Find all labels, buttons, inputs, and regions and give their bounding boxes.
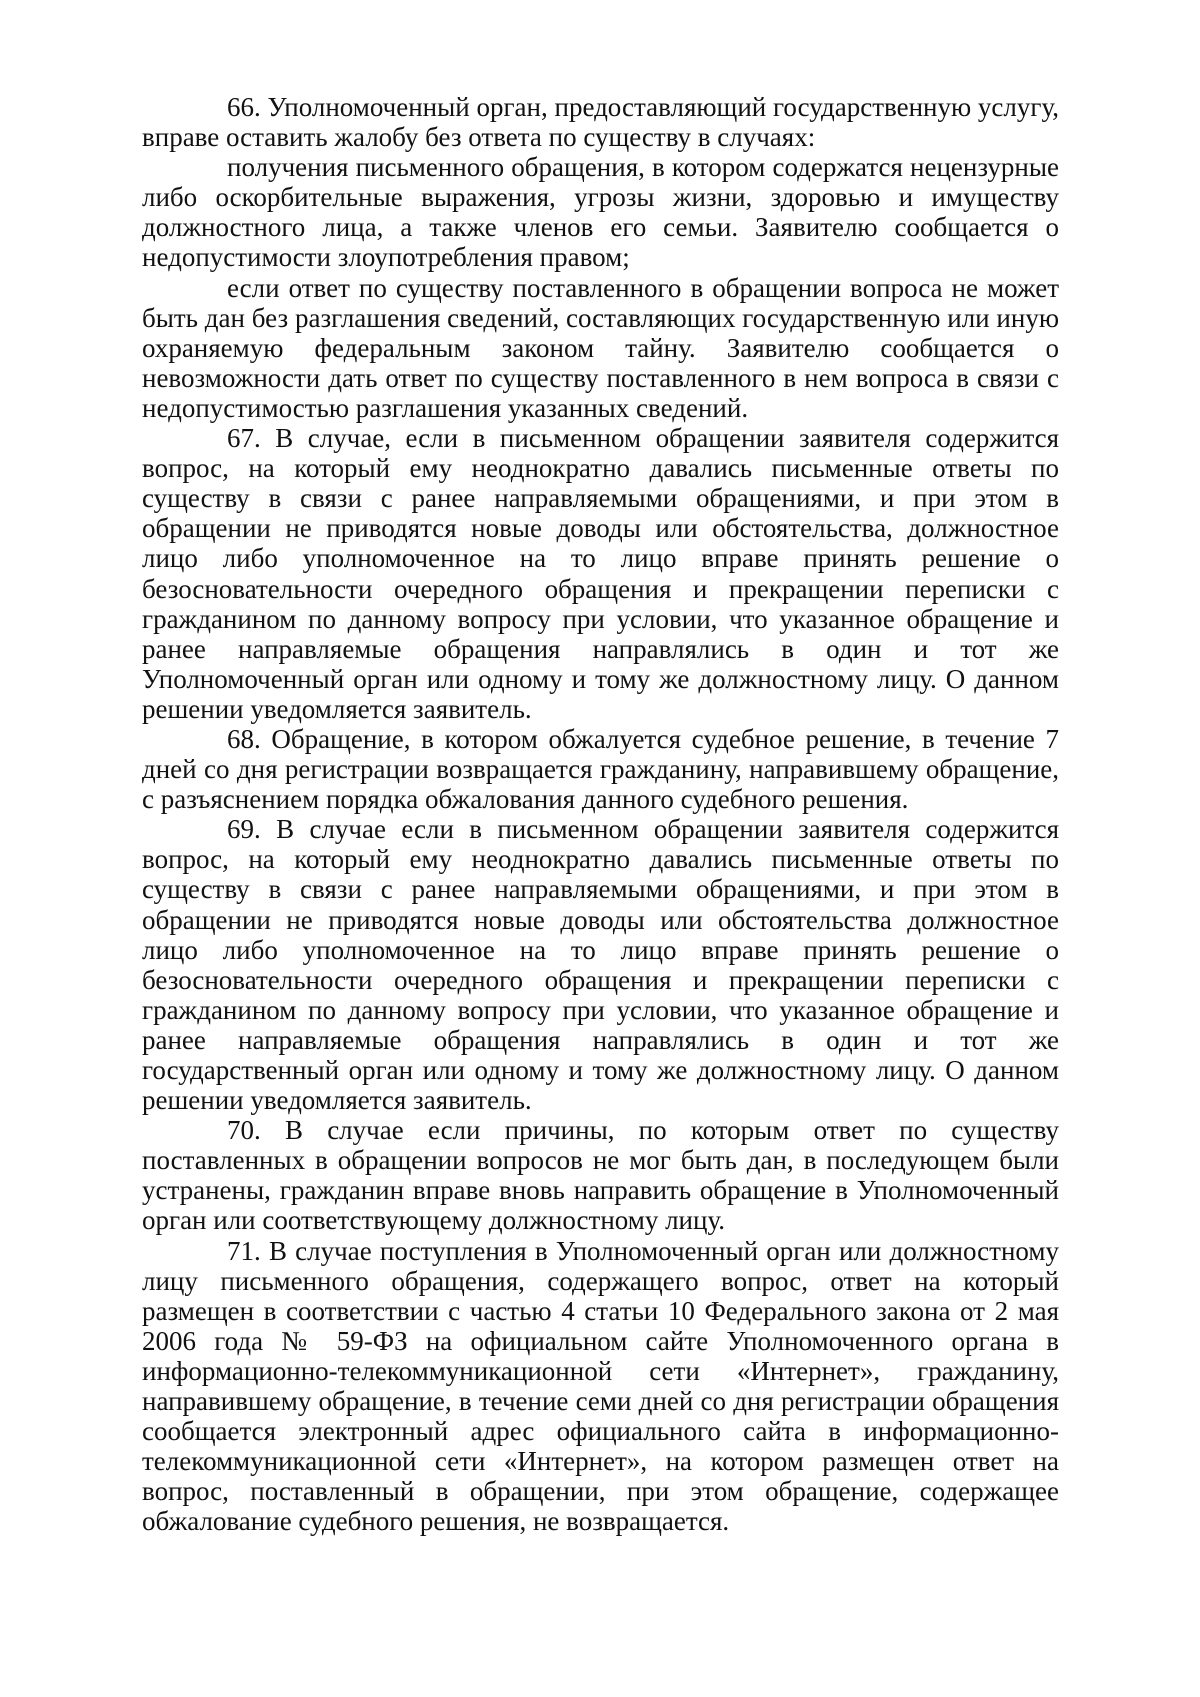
paragraph-66-case-secret: если ответ по существу поставленного в обращении вопроса не может быть дан без разглашения сведений, составляющих государственную или иную охраняемую федеральным законом тайну. Заявителю сообщается о невозможности дать ответ по существу поставленного в нем вопроса в связи с недопустимостью разглашения указанных сведений. (142, 272, 1059, 423)
paragraph-68: 68. Обращение, в котором обжалуется судебное решение, в течение 7 дней со дня регистрации возвращается гражданину, направившему обращение, с разъяснением порядка обжалования данного судебного решения. (142, 723, 1059, 815)
paragraph-69: 69. В случае если в письменном обращении заявителя содержится вопрос, на который ему неоднократно давались письменные ответы по существу в связи с ранее направляемыми обращениями, и при этом в обращении не приводятся новые доводы или обстоятельства должностное лицо либо уполномоченное на то лицо вправе принять решение о безосновательности очередного обращения и прекращении переписки с гражданином по данному вопросу при условии, что указанное обращение и ранее направляемые обращения направлялись в один и тот же государственный орган или одному и тому же должностному лицу. О данном решении уведомляется заявитель. (142, 814, 1059, 1116)
paragraph-66: 66. Уполномоченный орган, предоставляющий государственную услугу, вправе оставить жалобу без ответа по существу в случаях: (142, 92, 1059, 153)
paragraph-70: 70. В случае если причины, по которым ответ по существу поставленных в обращении вопросов не мог быть дан, в последующем были устранены, гражданин вправе вновь направить обращение в Уполномоченный орган или соответствующему должностному лицу. (142, 1115, 1059, 1236)
paragraph-71: 71. В случае поступления в Уполномоченный орган или должностному лицу письменного обращения, содержащего вопрос, ответ на который размещен в соответствии с частью 4 статьи 10 Федерального закона от 2 мая 2006 года № 59-ФЗ на официальном сайте Уполномоченного органа в информационно-телекоммуникационной сети «Интернет», гражданину, направившему обращение, в течение семи дней со дня регистрации обращения сообщается электронный адрес официального сайта в информационно-телекоммуникационной сети «Интернет», на котором размещен ответ на вопрос, поставленный в обращении, при этом обращение, содержащее обжалование судебного решения, не возвращается. (142, 1235, 1059, 1537)
document-page (142, 92, 1059, 1537)
paragraph-66-case-offensive: получения письменного обращения, в котором содержатся нецензурные либо оскорбительные выражения, угрозы жизни, здоровью и имуществу должностного лица, а также членов его семьи. Заявителю сообщается о недопустимости злоупотребления правом; (142, 152, 1059, 273)
paragraph-67: 67. В случае, если в письменном обращении заявителя содержится вопрос, на который ему неоднократно давались письменные ответы по существу в связи с ранее направляемыми обращениями, и при этом в обращении не приводятся новые доводы или обстоятельства, должностное лицо либо уполномоченное на то лицо вправе принять решение о безосновательности очередного обращения и прекращении переписки с гражданином по данному вопросу при условии, что указанное обращение и ранее направляемые обращения направлялись в один и тот же Уполномоченный орган или одному и тому же должностному лицу. О данном решении уведомляется заявитель. (142, 423, 1059, 724)
